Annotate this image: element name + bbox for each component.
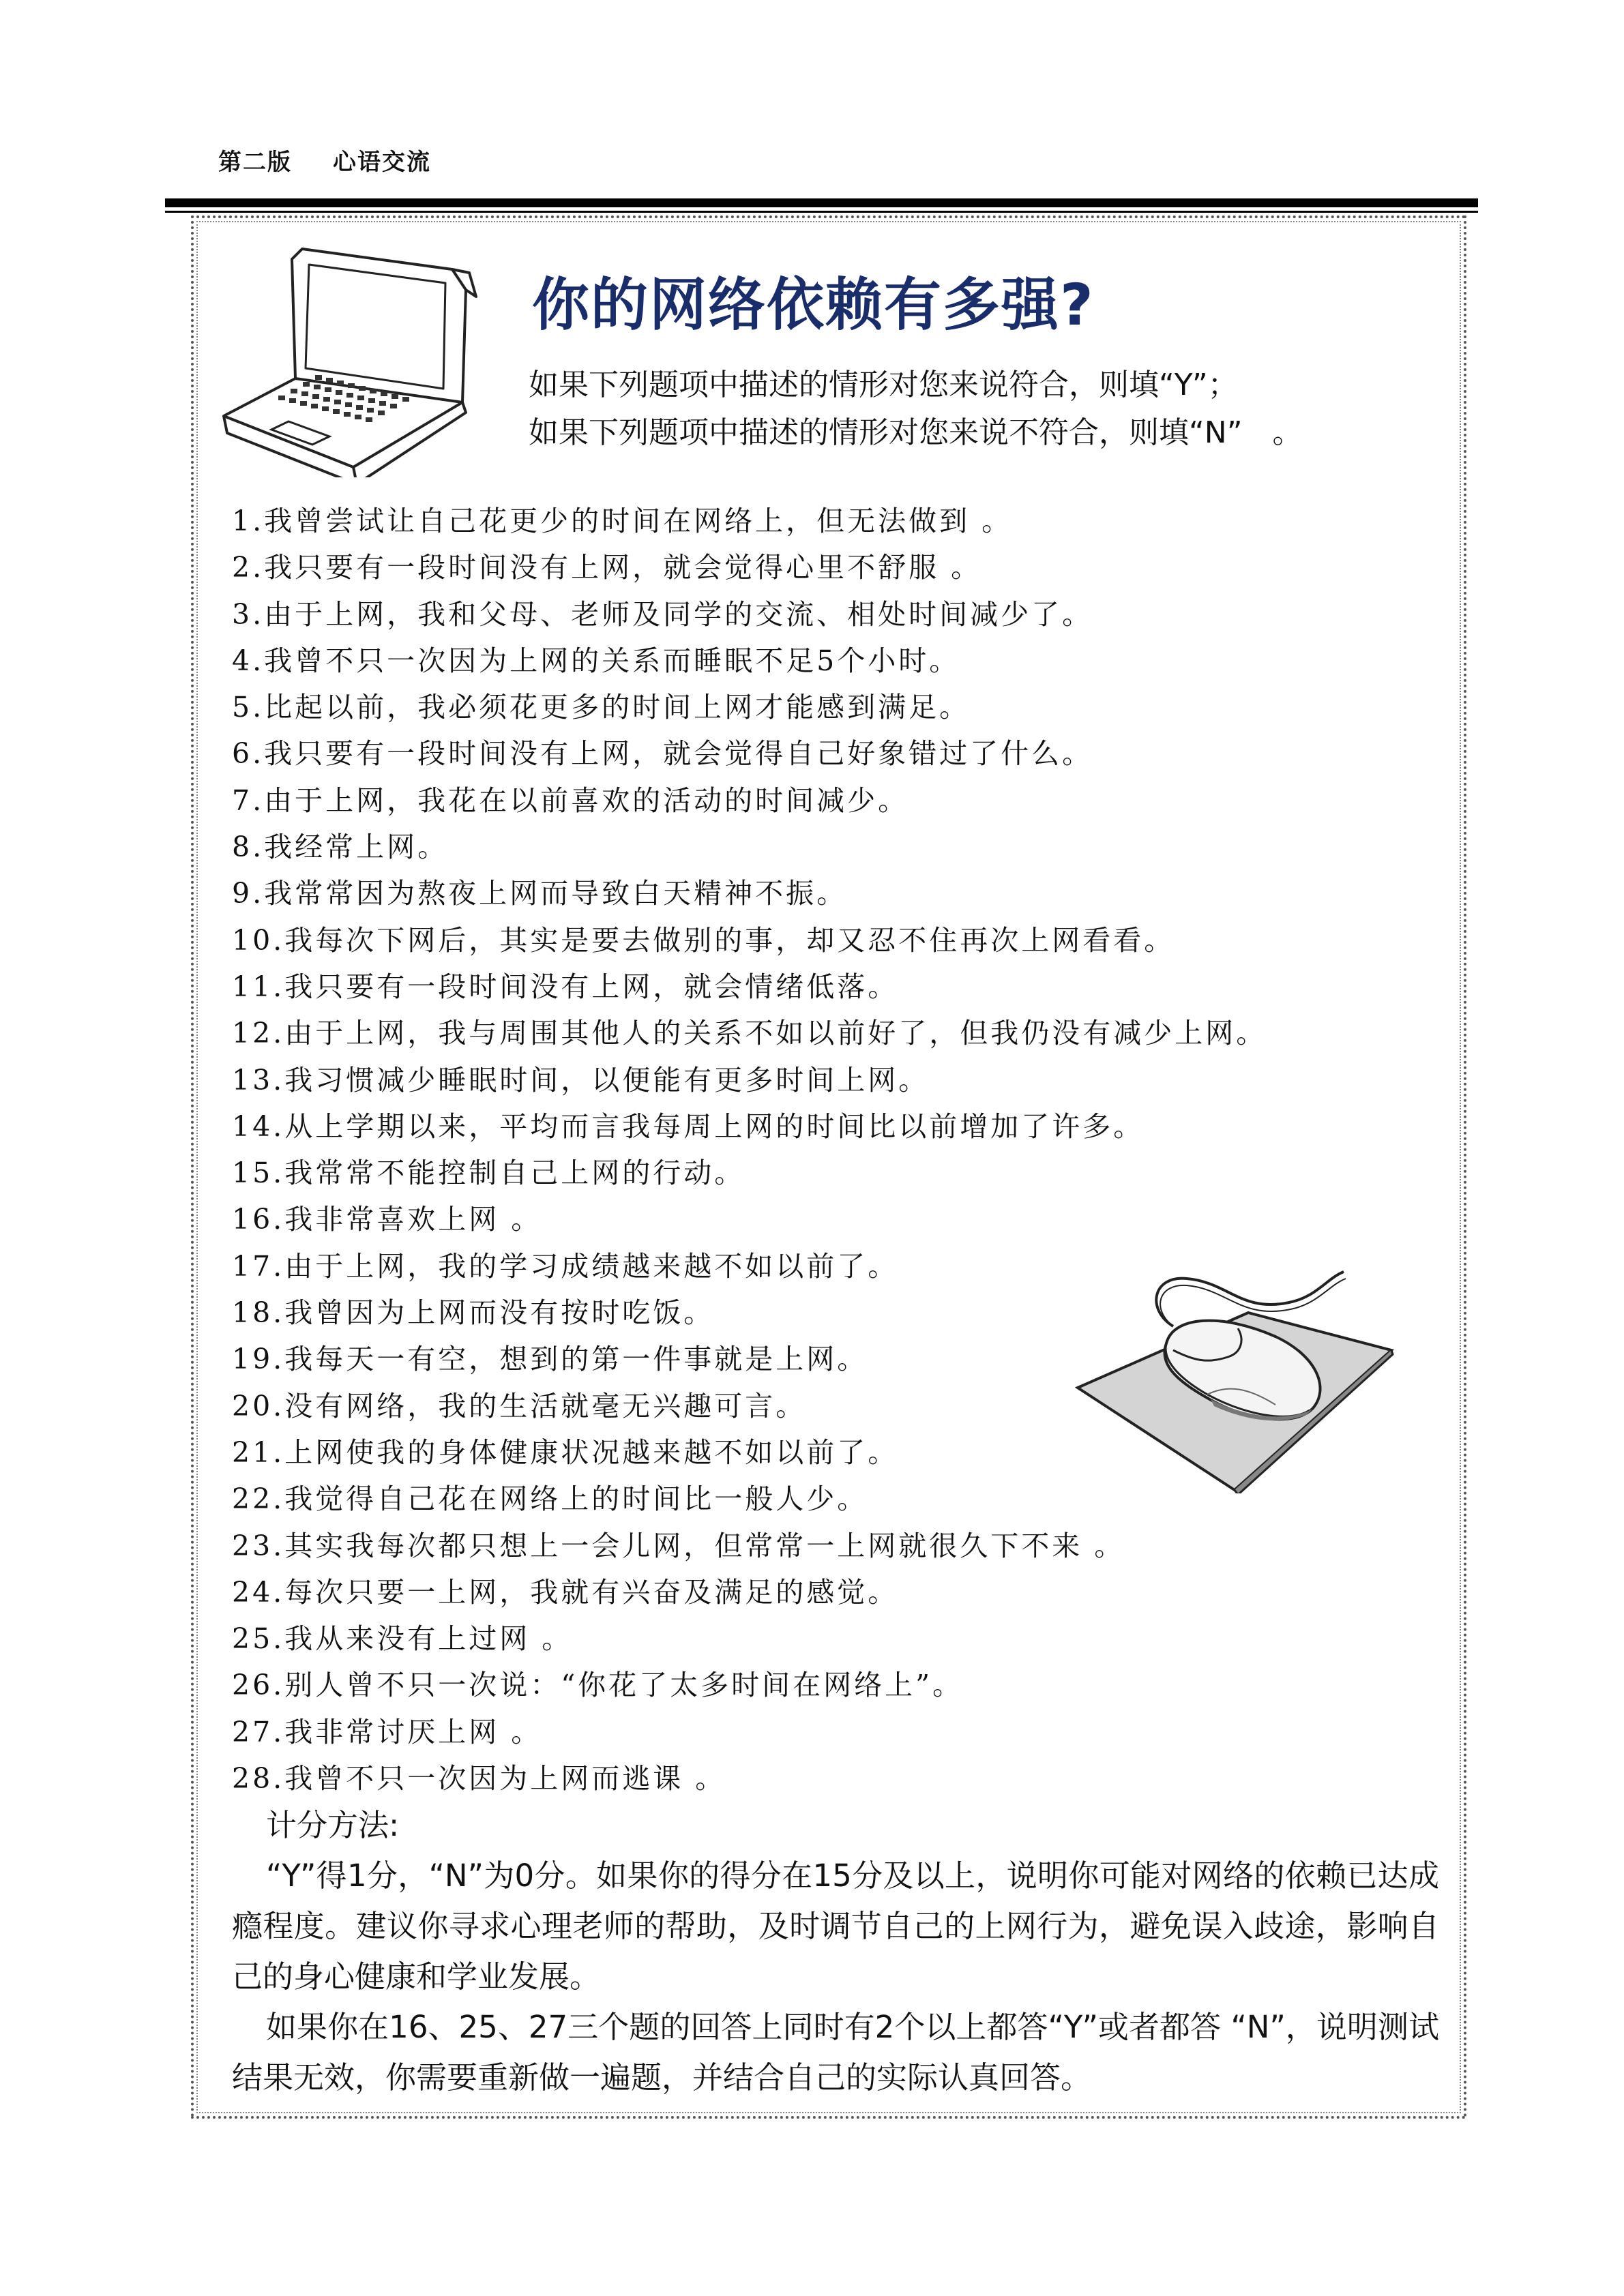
- intro-line-no: 如果下列题项中描述的情形对您来说不符合，则填“N” 。: [529, 415, 1303, 450]
- header-section: 第二版: [218, 149, 292, 176]
- question-item: 2.我只要有一段时间没有上网，就会觉得心里不舒服 。: [232, 551, 982, 584]
- question-item: 24.每次只要一上网，我就有兴奋及满足的感觉。: [232, 1575, 899, 1609]
- question-item: 10.我每次下网后，其实是要去做别的事，却又忍不住再次上网看看。: [232, 923, 1175, 957]
- question-item: 12.由于上网，我与周围其他人的关系不如以前好了，但我仍没有减少上网。: [232, 1017, 1267, 1050]
- question-item: 16.我非常喜欢上网 。: [232, 1203, 542, 1236]
- laptop-icon: [196, 232, 483, 477]
- question-item: 13.我习惯减少睡眠时间，以便能有更多时间上网。: [232, 1063, 930, 1097]
- mouse-icon: [1071, 1248, 1398, 1493]
- question-item: 15.我常常不能控制自己上网的行动。: [232, 1157, 745, 1190]
- question-item: 21.上网使我的身体健康状况越来越不如以前了。: [232, 1435, 899, 1469]
- intro-line-yes: 如果下列题项中描述的情形对您来说符合，则填“Y”；: [529, 368, 1238, 402]
- question-item: 11.我只要有一段时间没有上网，就会情绪低落。: [232, 970, 899, 1003]
- question-item: 28.我曾不只一次因为上网而逃课 。: [232, 1762, 726, 1795]
- question-item: 17.由于上网，我的学习成绩越来越不如以前了。: [232, 1249, 899, 1283]
- question-item: 22.我觉得自己花在网络上的时间比一般人少。: [232, 1482, 868, 1516]
- question-item: 18.我曾因为上网而没有按时吃饭。: [232, 1296, 715, 1330]
- scoring-heading: 计分方法:: [266, 1807, 400, 1843]
- header-rule-thin: [165, 211, 1478, 213]
- question-list: [232, 498, 1267, 1802]
- question-item: 5.比起以前，我必须花更多的时间上网才能感到满足。: [232, 691, 971, 724]
- header-column: 心语交流: [333, 149, 431, 176]
- scoring-paragraph: “Y”得1分，“N”为0分。如果你的得分在15分及以上，说明你可能对网络的依赖已达成瘾程度。建议你寻求心理老师的帮助，及时调节自己的上网行为，避免误入歧途，影响自己的身心健康和学业发展。: [232, 1858, 1439, 1995]
- question-item: 6.我只要有一段时间没有上网，就会觉得自己好象错过了什么。: [232, 737, 1093, 771]
- page-header: [218, 143, 431, 177]
- question-item: 20.没有网络，我的生活就毫无兴趣可言。: [232, 1389, 807, 1422]
- page-title: 你的网络依赖有多强?: [532, 271, 1095, 338]
- scoring-section: [232, 1800, 1439, 2103]
- question-item: 8.我经常上网。: [232, 831, 449, 864]
- question-item: 19.我每天一有空，想到的第一件事就是上网。: [232, 1343, 868, 1376]
- question-item: 4.我曾不只一次因为上网的关系而睡眠不足5个小时。: [232, 644, 960, 677]
- question-item: 3.由于上网，我和父母、老师及同学的交流、相处时间减少了。: [232, 597, 1093, 631]
- question-item: 1.我曾尝试让自己花更少的时间在网络上，但无法做到 。: [232, 505, 1013, 537]
- question-item: 26.别人曾不只一次说：“你花了太多时间在网络上”。: [232, 1669, 964, 1702]
- question-item: 7.由于上网，我花在以前喜欢的活动的时间减少。: [232, 784, 909, 817]
- header-rule-thick: [165, 198, 1478, 207]
- validity-paragraph: 如果你在16、25、27三个题的回答上同时有2个以上都答“Y”或者都答 “N”，说明测试结果无效，你需要重新做一遍题，并结合自己的实际认真回答。: [232, 2009, 1439, 2096]
- question-item: 27.我非常讨厌上网 。: [232, 1715, 542, 1748]
- question-item: 25.我从来没有上过网 。: [232, 1622, 573, 1656]
- question-item: 14.从上学期以来，平均而言我每周上网的时间比以前增加了许多。: [232, 1109, 1145, 1143]
- question-item: 9.我常常因为熬夜上网而导致白天精神不振。: [232, 877, 848, 910]
- intro-instructions: [529, 361, 1303, 457]
- question-item: 23.其实我每次都只想上一会儿网，但常常一上网就很久下不来 。: [232, 1529, 1125, 1562]
